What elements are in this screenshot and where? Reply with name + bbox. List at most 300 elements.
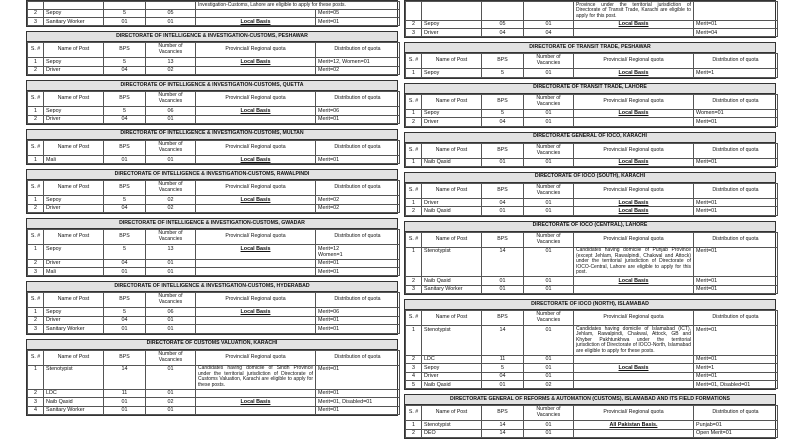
- header-post: Name of Post: [422, 232, 482, 247]
- cell-post: Driver: [44, 316, 104, 324]
- cell-vacancies: 01: [524, 355, 574, 363]
- directorate-title: DIRECTORATE OF INTELLIGENCE & INVESTIGATION-CUSTOMS, QUETTA: [27, 81, 397, 91]
- header-bps: BPS: [482, 232, 524, 247]
- cell-vacancies: 01: [524, 20, 574, 28]
- cell-post: Stenotypist: [422, 326, 482, 356]
- cell-post: Sepoy: [44, 9, 104, 17]
- cell-quota: Local Basis: [196, 245, 316, 260]
- table-row: [28, 9, 400, 17]
- cell-bps: 01: [482, 207, 524, 215]
- header-vacancies: Number of Vacancies: [146, 92, 196, 107]
- header-quota: Provincial/ Regional quota: [574, 183, 694, 198]
- cell-sno: 1: [406, 109, 422, 117]
- cell-quota: Local Basis: [574, 207, 694, 215]
- cell-vacancies: 02: [146, 196, 196, 204]
- table-header-row: [28, 181, 400, 196]
- header-post: Name of Post: [44, 293, 104, 308]
- cell-bps: 5: [482, 69, 524, 77]
- cell-bps: 01: [104, 325, 146, 333]
- cell-sno: 1: [406, 198, 422, 206]
- header-quota: Provincial/ Regional quota: [574, 406, 694, 421]
- header-bps: BPS: [104, 293, 146, 308]
- table-header-row: [28, 230, 400, 245]
- table-row: [406, 247, 778, 277]
- cell-quota: [196, 9, 316, 17]
- header-post: Name of Post: [422, 311, 482, 326]
- cell-distribution: Merit=01: [694, 372, 778, 380]
- directorate-title: DIRECTORATE OF TRANSIT TRADE, LAHORE: [405, 84, 775, 94]
- header-sno: S. #: [28, 181, 44, 196]
- cell-distribution: Merit=02: [316, 204, 400, 212]
- cell-vacancies: 01: [524, 421, 574, 429]
- cell-bps: 11: [482, 355, 524, 363]
- cell-quota: [196, 204, 316, 212]
- cell-bps: 04: [482, 372, 524, 380]
- directorate-title: DIRECTORATE OF INTELLIGENCE & INVESTIGATION-CUSTOMS, GWADAR: [27, 219, 397, 229]
- cell-quota: [196, 115, 316, 123]
- cell-vacancies: 01: [146, 268, 196, 276]
- directorate-block: [26, 80, 398, 125]
- cell-vacancies: 13: [146, 245, 196, 260]
- cell-bps: 5: [104, 9, 146, 17]
- cell-vacancies: 01: [524, 372, 574, 380]
- cell-post: Driver: [422, 118, 482, 126]
- directorate-block: [26, 218, 398, 277]
- cell-quota: Local Basis: [574, 364, 694, 372]
- header-sno: S. #: [28, 230, 44, 245]
- header-distribution: Distribution of quota: [694, 54, 778, 69]
- cell-bps: 14: [482, 247, 524, 277]
- directorate-block: [404, 42, 776, 78]
- table-row: [406, 29, 778, 37]
- cell-sno: 2: [28, 115, 44, 123]
- header-sno: S. #: [406, 232, 422, 247]
- header-bps: BPS: [104, 92, 146, 107]
- cell-bps: 5: [104, 58, 146, 66]
- table-row: [406, 69, 778, 77]
- cell-vacancies: 02: [146, 204, 196, 212]
- cell-distribution: Merit=06: [316, 107, 400, 115]
- header-distribution: Distribution of quota: [316, 181, 400, 196]
- header-quota: Provincial/ Regional quota: [196, 293, 316, 308]
- header-quota: Provincial/ Regional quota: [574, 311, 694, 326]
- fragment-note: Province under the territorial jurisdiction of Directorate of Transit Trade, Karachi are eligible to apply for this post.: [574, 2, 694, 21]
- cell-distribution: Merit=04: [694, 29, 778, 37]
- cell-bps: 01: [482, 277, 524, 285]
- cell-vacancies: 05: [146, 9, 196, 17]
- header-distribution: Distribution of quota: [694, 311, 778, 326]
- cell-post: Naib Qasid: [422, 380, 482, 388]
- header-vacancies: Number of Vacancies: [524, 232, 574, 247]
- right-column: [404, 0, 776, 443]
- cell-bps: 01: [104, 18, 146, 26]
- header-bps: BPS: [104, 140, 146, 155]
- cell-vacancies: 01: [524, 429, 574, 437]
- cell-bps: 5: [104, 196, 146, 204]
- header-post: Name of Post: [44, 92, 104, 107]
- vacancy-table: [27, 42, 400, 75]
- cell-sno: 1: [28, 365, 44, 389]
- table-row: [406, 355, 778, 363]
- directorate-title: DIRECTORATE OF CUSTOMS VALUATION, KARACHI: [27, 340, 397, 350]
- header-vacancies: Number of Vacancies: [146, 230, 196, 245]
- cell-bps: 04: [104, 66, 146, 74]
- cell-post: Sepoy: [422, 20, 482, 28]
- table-row: [28, 18, 400, 26]
- header-distribution: Distribution of quota: [316, 293, 400, 308]
- cell-distribution: Merit=01: [316, 365, 400, 389]
- table-row: [28, 66, 400, 74]
- header-bps: BPS: [104, 43, 146, 58]
- table-row: [406, 380, 778, 388]
- directorate-block: [26, 339, 398, 416]
- cell-post: Sanitary Worker: [44, 325, 104, 333]
- table-row: [406, 364, 778, 372]
- header-sno: S. #: [28, 43, 44, 58]
- cell-quota: Local Basis: [574, 158, 694, 166]
- vacancy-table: [405, 310, 778, 389]
- cell-quota: [196, 406, 316, 414]
- cell-vacancies: 02: [146, 66, 196, 74]
- vacancy-table: [405, 143, 778, 167]
- cell-bps: 01: [482, 285, 524, 293]
- header-bps: BPS: [482, 311, 524, 326]
- header-post: Name of Post: [422, 406, 482, 421]
- header-vacancies: Number of Vacancies: [146, 140, 196, 155]
- cell-quota: Local Basis: [196, 308, 316, 316]
- table-row: [28, 204, 400, 212]
- cell-sno: 1: [28, 245, 44, 260]
- vacancy-table: [405, 53, 778, 77]
- cell-bps: 14: [482, 429, 524, 437]
- cell-vacancies: 06: [146, 308, 196, 316]
- table-header-row: [406, 311, 778, 326]
- cell-quota: Local Basis: [574, 69, 694, 77]
- header-sno: S. #: [28, 293, 44, 308]
- cell-distribution: Merit=01: [316, 316, 400, 324]
- vacancy-table: [27, 140, 400, 164]
- table-row: [406, 20, 778, 28]
- header-distribution: Distribution of quota: [694, 143, 778, 158]
- cell-post: DEO: [422, 429, 482, 437]
- header-distribution: Distribution of quota: [694, 232, 778, 247]
- cell-quota: Local Basis: [574, 198, 694, 206]
- directorate-title: DIRECTORATE OF INTELLIGENCE & INVESTIGATION-CUSTOMS, RAWALPINDI: [27, 170, 397, 180]
- cell-bps: 14: [104, 365, 146, 389]
- cell-bps: 11: [104, 389, 146, 397]
- header-sno: S. #: [406, 54, 422, 69]
- cell-bps: 04: [104, 259, 146, 267]
- cell-distribution: Merit=01, Disabled=01: [316, 398, 400, 406]
- cell-post: Sepoy: [44, 245, 104, 260]
- cell-post: Driver: [44, 115, 104, 123]
- vacancy-table: [27, 91, 400, 124]
- cell-distribution: Open Merit=01: [694, 429, 778, 437]
- cell-quota: [574, 429, 694, 437]
- cell-vacancies: 02: [146, 398, 196, 406]
- cell-distribution: Merit=01: [316, 389, 400, 397]
- cell-distribution: Merit=12, Women=01: [316, 58, 400, 66]
- header-vacancies: Number of Vacancies: [146, 43, 196, 58]
- cell-sno: 1: [406, 421, 422, 429]
- cell-bps: 01: [104, 155, 146, 163]
- cell-sno: 1: [406, 326, 422, 356]
- header-distribution: Distribution of quota: [694, 183, 778, 198]
- table-header-row: [406, 143, 778, 158]
- directorate-block: [26, 31, 398, 76]
- header-quota: Provincial/ Regional quota: [196, 230, 316, 245]
- table-row: [406, 285, 778, 293]
- header-sno: S. #: [28, 140, 44, 155]
- table-row: [28, 389, 400, 397]
- cell-sno: 3: [28, 18, 44, 26]
- cell-distribution: Merit=01: [316, 18, 400, 26]
- table-header-row: [28, 140, 400, 155]
- cell-vacancies: 01: [524, 207, 574, 215]
- table-row: [406, 421, 778, 429]
- header-quota: Provincial/ Regional quota: [574, 94, 694, 109]
- cell-vacancies: 01: [524, 118, 574, 126]
- header-quota: Provincial/ Regional quota: [196, 140, 316, 155]
- cell-post: LDC: [44, 389, 104, 397]
- directorate-title: DIRECTORATE OF INTELLIGENCE & INVESTIGATION-CUSTOMS, HYDERABAD: [27, 282, 397, 292]
- cell-bps: 01: [482, 158, 524, 166]
- directorate-title: DIRECTORATE OF INTELLIGENCE & INVESTIGATION-CUSTOMS, MULTAN: [27, 130, 397, 140]
- vacancy-table: [27, 292, 400, 333]
- cell-quota: [574, 29, 694, 37]
- cell-post: Sanitary Worker: [422, 285, 482, 293]
- cell-bps: 01: [482, 380, 524, 388]
- cell-distribution: Merit=02: [316, 196, 400, 204]
- header-distribution: Distribution of quota: [694, 94, 778, 109]
- table-row: [406, 372, 778, 380]
- cell-quota: [196, 66, 316, 74]
- cell-distribution: Merit=01: [694, 247, 778, 277]
- cell-quota: Local Basis: [574, 20, 694, 28]
- cell-distribution: Merit=01: [694, 198, 778, 206]
- table-header-row: [406, 183, 778, 198]
- cell-vacancies: 01: [146, 155, 196, 163]
- cell-sno: 4: [28, 406, 44, 414]
- header-distribution: Distribution of quota: [316, 92, 400, 107]
- cell-post: Driver: [422, 29, 482, 37]
- header-distribution: Distribution of quota: [316, 43, 400, 58]
- cell-distribution: Merit=1: [694, 69, 778, 77]
- cell-post: Sepoy: [44, 107, 104, 115]
- top-fragment-table: [26, 0, 398, 27]
- header-sno: S. #: [28, 350, 44, 365]
- cell-vacancies: 01: [146, 325, 196, 333]
- cell-quota: [196, 259, 316, 267]
- cell-sno: 3: [28, 398, 44, 406]
- directorate-block: [404, 394, 776, 439]
- cell-sno: 3: [28, 325, 44, 333]
- cell-post: LDC: [422, 355, 482, 363]
- cell-vacancies: 01: [524, 158, 574, 166]
- cell-vacancies: 01: [524, 247, 574, 277]
- header-vacancies: Number of Vacancies: [524, 94, 574, 109]
- cell-sno: 3: [28, 268, 44, 276]
- cell-bps: 5: [482, 364, 524, 372]
- header-sno: S. #: [406, 183, 422, 198]
- cell-bps: 05: [482, 20, 524, 28]
- cell-post: Naib Qasid: [422, 277, 482, 285]
- cell-quota: Local Basis: [196, 107, 316, 115]
- cell-quota: Candidates having domicile of Islamabad (ICT), Jehlam, Rawalpindi, Chakwal, Attock, GB and Khyber Pakhtunkhwa under the territorial jurisdiction of Directorate of IOCO-North, Islamabad are eligible to apply for these posts.: [574, 326, 694, 356]
- table-row: [28, 398, 400, 406]
- table-header-row: [406, 406, 778, 421]
- cell-sno: 2: [28, 316, 44, 324]
- header-quota: Provincial/ Regional quota: [574, 54, 694, 69]
- header-bps: BPS: [482, 143, 524, 158]
- cell-vacancies: 01: [524, 109, 574, 117]
- cell-vacancies: 01: [524, 277, 574, 285]
- table-row: [406, 198, 778, 206]
- table-row: [406, 109, 778, 117]
- cell-vacancies: 01: [146, 115, 196, 123]
- table-row: [28, 316, 400, 324]
- cell-quota: [574, 285, 694, 293]
- cell-distribution: Merit=02: [316, 66, 400, 74]
- cell-post: Naib Qasid: [44, 398, 104, 406]
- cell-vacancies: 01: [146, 18, 196, 26]
- cell-quota: [574, 380, 694, 388]
- vacancy-table: [405, 183, 778, 216]
- table-row: [28, 115, 400, 123]
- directorate-block: [26, 169, 398, 214]
- header-distribution: Distribution of quota: [316, 350, 400, 365]
- cell-vacancies: 06: [146, 107, 196, 115]
- cell-vacancies: 01: [524, 285, 574, 293]
- header-quota: Provincial/ Regional quota: [196, 181, 316, 196]
- table-row: [28, 268, 400, 276]
- cell-post: Mali: [44, 155, 104, 163]
- directorate-block: [404, 221, 776, 295]
- table-row: [406, 277, 778, 285]
- header-quota: Provincial/ Regional quota: [574, 143, 694, 158]
- directorate-title: DIRECTORATE GENERAL OF REFORMS & AUTOMATION (CUSTOMS), ISLAMABAD AND ITS FIELD FORMATIONS: [405, 395, 775, 405]
- fragment-note: Investigation-Customs, Lahore are eligible to apply for these posts.: [196, 2, 400, 10]
- header-bps: BPS: [482, 94, 524, 109]
- directorate-title: DIRECTORATE OF INTELLIGENCE & INVESTIGATION-CUSTOMS, PESHAWAR: [27, 32, 397, 42]
- header-sno: S. #: [28, 92, 44, 107]
- directorate-title: DIRECTORATE OF IOCO (SOUTH), KARACHI: [405, 173, 775, 183]
- cell-sno: 1: [28, 107, 44, 115]
- cell-distribution: Merit=01: [694, 20, 778, 28]
- fragment-note-row: [406, 2, 778, 21]
- cell-sno: 2: [28, 389, 44, 397]
- cell-vacancies: 13: [146, 58, 196, 66]
- cell-sno: 1: [28, 196, 44, 204]
- cell-distribution: Merit=1: [694, 364, 778, 372]
- header-post: Name of Post: [422, 54, 482, 69]
- cell-vacancies: 02: [524, 380, 574, 388]
- cell-distribution: Merit=01: [316, 259, 400, 267]
- cell-vacancies: 01: [524, 198, 574, 206]
- cell-sno: 2: [28, 9, 44, 17]
- header-post: Name of Post: [422, 143, 482, 158]
- header-post: Name of Post: [44, 140, 104, 155]
- cell-vacancies: 01: [146, 316, 196, 324]
- header-quota: Provincial/ Regional quota: [196, 350, 316, 365]
- cell-quota: Local Basis: [574, 109, 694, 117]
- cell-quota: [574, 372, 694, 380]
- cell-bps: 14: [482, 421, 524, 429]
- directorate-block: [26, 281, 398, 334]
- cell-sno: 2: [406, 355, 422, 363]
- header-bps: BPS: [104, 230, 146, 245]
- cell-sno: 5: [406, 380, 422, 388]
- cell-quota: [574, 118, 694, 126]
- table-row: [28, 196, 400, 204]
- directorate-block: [26, 129, 398, 165]
- header-distribution: Distribution of quota: [316, 230, 400, 245]
- header-bps: BPS: [482, 54, 524, 69]
- header-vacancies: Number of Vacancies: [524, 311, 574, 326]
- cell-sno: 2: [406, 277, 422, 285]
- cell-quota: Local Basis: [196, 155, 316, 163]
- cell-bps: 5: [104, 245, 146, 260]
- cell-quota: Local Basis: [196, 18, 316, 26]
- header-vacancies: Number of Vacancies: [146, 293, 196, 308]
- cell-sno: 2: [406, 118, 422, 126]
- header-quota: Provincial/ Regional quota: [196, 92, 316, 107]
- header-sno: S. #: [406, 406, 422, 421]
- cell-distribution: Merit=01: [694, 285, 778, 293]
- cell-distribution: Merit=01: [694, 277, 778, 285]
- cell-bps: 01: [104, 398, 146, 406]
- header-bps: BPS: [482, 183, 524, 198]
- cell-vacancies: 01: [524, 69, 574, 77]
- cell-sno: 1: [406, 247, 422, 277]
- cell-quota: [196, 316, 316, 324]
- cell-quota: All Pakistan Basis.: [574, 421, 694, 429]
- table-row: [28, 58, 400, 66]
- cell-post: Sepoy: [44, 196, 104, 204]
- cell-post: Stenotypist: [422, 247, 482, 277]
- cell-quota: Local Basis: [196, 58, 316, 66]
- vacancy-table: [405, 232, 778, 294]
- cell-vacancies: 01: [524, 326, 574, 356]
- table-row: [406, 118, 778, 126]
- cell-bps: 04: [104, 316, 146, 324]
- cell-quota: Local Basis: [196, 196, 316, 204]
- cell-post: Sepoy: [422, 364, 482, 372]
- vacancy-table: [27, 350, 400, 415]
- cell-quota: [574, 355, 694, 363]
- cell-vacancies: 01: [146, 365, 196, 389]
- table-header-row: [406, 94, 778, 109]
- cell-post: Driver: [422, 198, 482, 206]
- cell-bps: 04: [104, 204, 146, 212]
- cell-quota: [196, 325, 316, 333]
- cell-post: Driver: [44, 204, 104, 212]
- left-column: [26, 0, 398, 420]
- directorate-block: [404, 132, 776, 168]
- table-row: [28, 107, 400, 115]
- table-row: [28, 245, 400, 260]
- directorate-title: DIRECTORATE OF IOCO (CENTRAL), LAHORE: [405, 222, 775, 232]
- cell-distribution: Merit=01: [316, 155, 400, 163]
- cell-distribution: Merit=01: [316, 115, 400, 123]
- header-vacancies: Number of Vacancies: [146, 350, 196, 365]
- table-header-row: [406, 54, 778, 69]
- cell-bps: 04: [482, 198, 524, 206]
- cell-post: Sepoy: [44, 308, 104, 316]
- cell-sno: 3: [406, 364, 422, 372]
- cell-bps: 04: [104, 115, 146, 123]
- cell-quota: [196, 268, 316, 276]
